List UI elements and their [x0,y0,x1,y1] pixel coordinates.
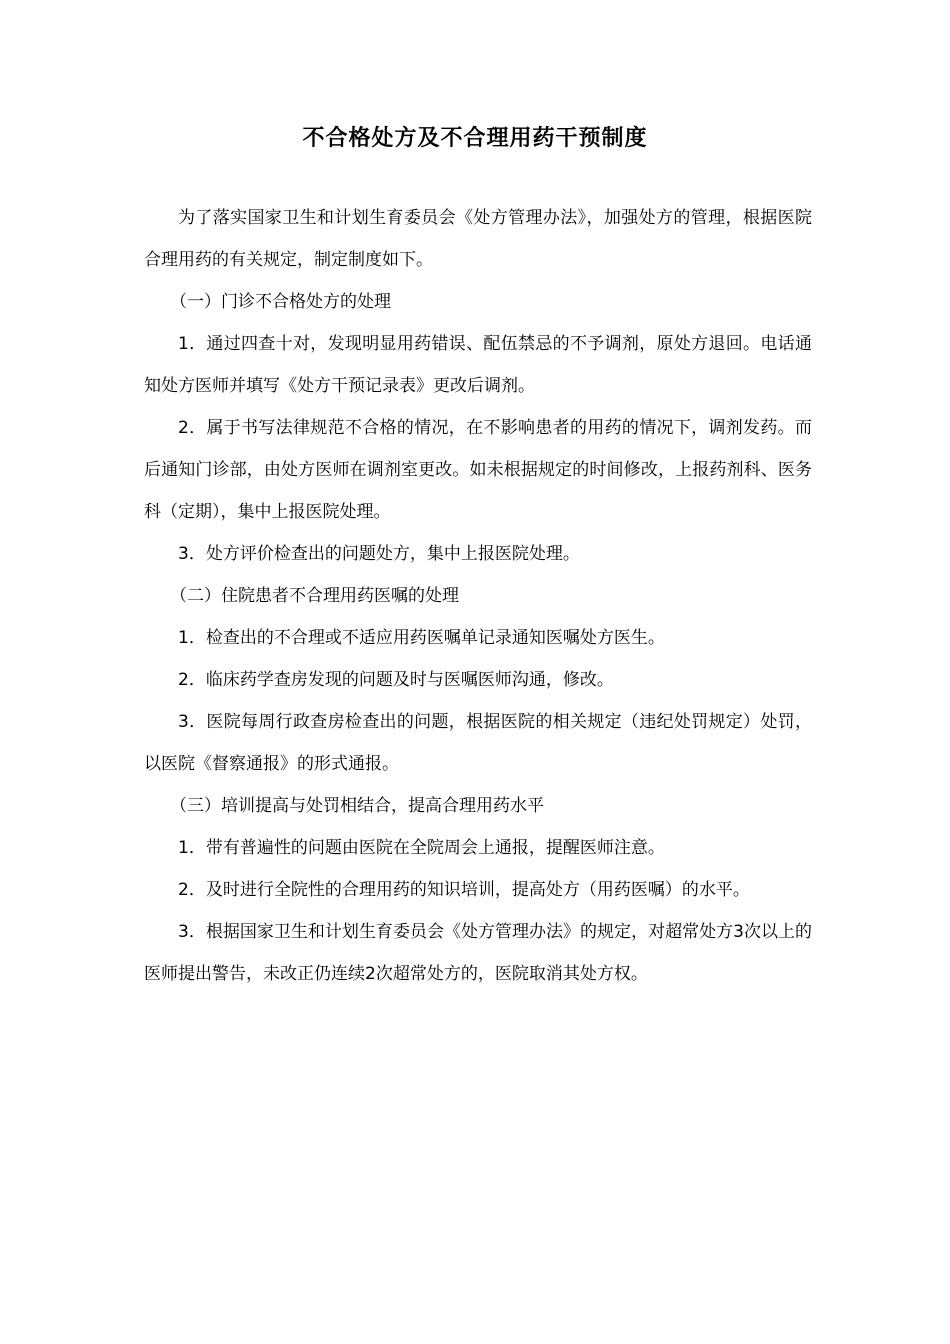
document-title: 不合格处方及不合理用药干预制度 [302,126,648,151]
section-1-item-2: 2．属于书写法律规范不合格的情况，在不影响患者的用药的情况下，调剂发药。而后通知门诊部，由处方医师在调剂室更改。如未根据规定的时间修改，上报药剂科、医务科（定期），集中上报医院处理。 [144,418,812,522]
section-3-item-1: 1．带有普遍性的问题由医院在全院周会上通报，提醒医师注意。 [178,838,665,858]
section-2-item-3: 3．医院每周行政查房检查出的问题，根据医院的相关规定（违纪处罚规定）处罚，以医院《督察通报》的形式通报。 [144,712,812,774]
section-heading-1: （一）门诊不合格处方的处理 [170,292,391,312]
section-heading-3: （三）培训提高与处罚相结合，提高合理用药水平 [170,796,544,816]
document-body [144,197,812,995]
section-2-item-1: 1．检查出的不合理或不适应用药医嘱单记录通知医嘱处方医生。 [178,628,665,648]
intro-paragraph: 为了落实国家卫生和计划生育委员会《处方管理办法》，加强处方的管理，根据医院合理用药的有关规定，制定制度如下。 [144,208,812,270]
section-3-item-3: 3．根据国家卫生和计划生育委员会《处方管理办法》的规定，对超常处方3次以上的医师提出警告，未改正仍连续2次超常处方的，医院取消其处方权。 [144,922,812,984]
section-2-item-2: 2．临床药学查房发现的问题及时与医嘱医师沟通，修改。 [178,670,614,690]
section-1-item-3: 3．处方评价检查出的问题处方，集中上报医院处理。 [178,544,580,564]
section-heading-2: （二）住院患者不合理用药医嘱的处理 [170,586,459,606]
section-3-item-2: 2．及时进行全院性的合理用药的知识培训，提高处方（用药医嘱）的水平。 [178,880,750,900]
section-1-item-1: 1．通过四查十对，发现明显用药错误、配伍禁忌的不予调剂，原处方退回。电话通知处方医师并填写《处方干预记录表》更改后调剂。 [144,334,812,396]
